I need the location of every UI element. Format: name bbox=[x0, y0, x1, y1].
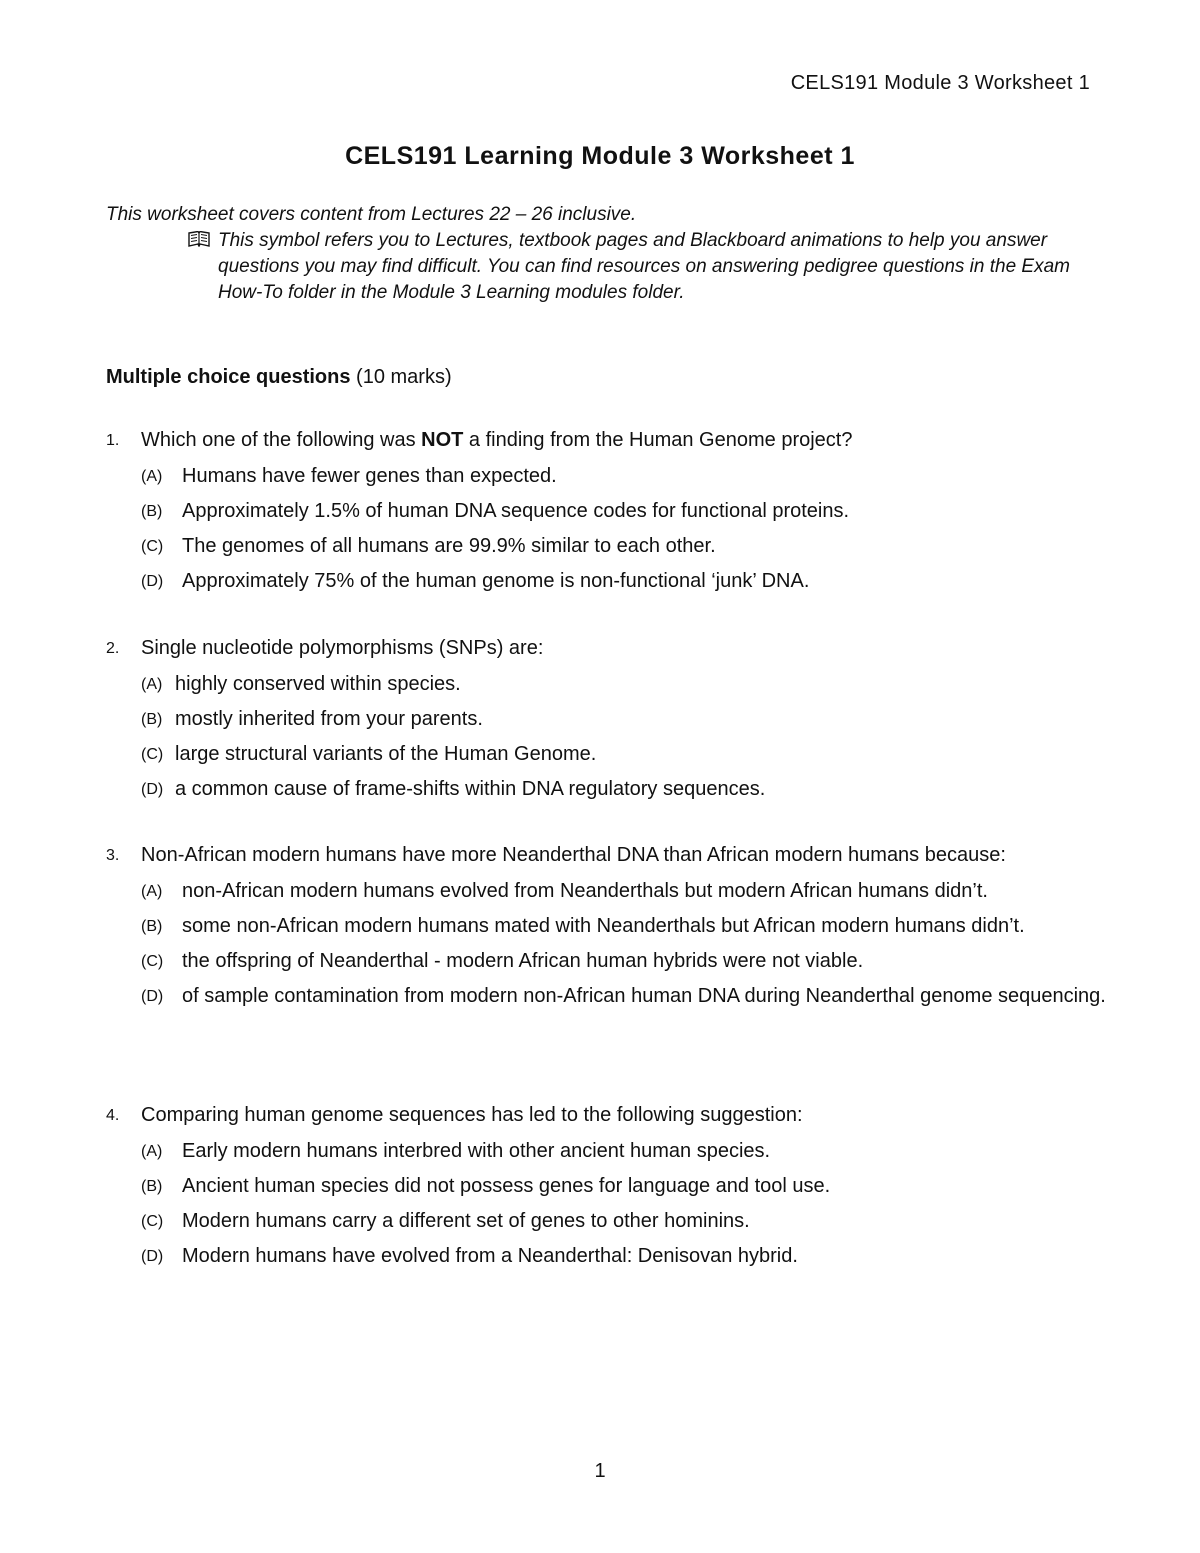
question-stem bbox=[106, 1102, 1106, 1128]
option-letter: (A) bbox=[141, 883, 163, 900]
option-d[interactable] bbox=[106, 1243, 1106, 1269]
option-letter: (D) bbox=[141, 781, 164, 798]
option-text: the offspring of Neanderthal - modern African human hybrids were not viable. bbox=[182, 950, 864, 972]
option-letter: (B) bbox=[141, 711, 163, 728]
question-number: 2. bbox=[106, 640, 120, 657]
option-a[interactable] bbox=[106, 463, 1106, 489]
option-letter: (C) bbox=[141, 538, 164, 555]
option-text: Humans have fewer genes than expected. bbox=[182, 465, 557, 487]
question-3 bbox=[106, 842, 1106, 1018]
question-stem bbox=[106, 842, 1106, 868]
option-text: highly conserved within species. bbox=[175, 673, 461, 695]
section-heading-marks: (10 marks) bbox=[350, 366, 452, 388]
question-stem bbox=[106, 427, 1106, 453]
question-emphasis: NOT bbox=[421, 429, 464, 451]
option-list bbox=[106, 463, 1106, 594]
option-b[interactable] bbox=[106, 706, 1106, 732]
intro-block bbox=[106, 202, 1106, 306]
option-a[interactable] bbox=[106, 671, 1106, 697]
option-c[interactable] bbox=[106, 1208, 1106, 1234]
option-letter: (B) bbox=[141, 1178, 163, 1195]
option-letter: (C) bbox=[141, 746, 164, 763]
intro-coverage-text: This worksheet covers content from Lectures 22 – 26 inclusive. bbox=[106, 204, 637, 225]
option-list bbox=[106, 1138, 1106, 1269]
option-text: Early modern humans interbred with other ancient human species. bbox=[182, 1140, 771, 1162]
option-text: non-African modern humans evolved from Neanderthals but modern African humans didn’t. bbox=[182, 880, 988, 902]
option-text: large structural variants of the Human Genome. bbox=[175, 743, 597, 765]
question-number: 3. bbox=[106, 847, 120, 864]
option-letter: (D) bbox=[141, 573, 164, 590]
option-list bbox=[106, 671, 1106, 802]
section-heading bbox=[106, 366, 452, 389]
option-text: Modern humans have evolved from a Neanderthal: Denisovan hybrid. bbox=[182, 1245, 798, 1267]
option-text: Approximately 75% of the human genome is non-functional ‘junk’ DNA. bbox=[182, 570, 810, 592]
option-text: Ancient human species did not possess genes for language and tool use. bbox=[182, 1175, 831, 1197]
option-letter: (B) bbox=[141, 503, 163, 520]
option-text: Approximately 1.5% of human DNA sequence codes for functional proteins. bbox=[182, 500, 850, 522]
book-icon bbox=[188, 231, 210, 247]
option-c[interactable] bbox=[106, 533, 1106, 559]
option-letter: (A) bbox=[141, 676, 163, 693]
question-text: Which one of the following was bbox=[141, 429, 422, 451]
option-letter: (C) bbox=[141, 953, 164, 970]
option-c[interactable] bbox=[106, 948, 1106, 974]
intro-note bbox=[218, 228, 1106, 306]
question-stem bbox=[106, 635, 1106, 661]
option-d[interactable] bbox=[106, 568, 1106, 594]
section-heading-title: Multiple choice questions bbox=[106, 366, 351, 388]
option-c[interactable] bbox=[106, 741, 1106, 767]
option-text: mostly inherited from your parents. bbox=[175, 708, 483, 730]
option-a[interactable] bbox=[106, 1138, 1106, 1164]
option-list bbox=[106, 878, 1106, 1009]
page-number: 1 bbox=[594, 1460, 606, 1482]
question-number: 4. bbox=[106, 1107, 120, 1124]
question-text: Non-African modern humans have more Neanderthal DNA than African modern humans because: bbox=[141, 844, 1006, 866]
question-number: 1. bbox=[106, 432, 120, 449]
question-2 bbox=[106, 635, 1106, 811]
question-1 bbox=[106, 427, 1106, 603]
option-d[interactable] bbox=[106, 983, 1106, 1009]
question-text-end: a finding from the Human Genome project? bbox=[463, 429, 853, 451]
option-a[interactable] bbox=[106, 878, 1106, 904]
option-text: of sample contamination from modern non-African human DNA during Neanderthal genome sequencing. bbox=[182, 985, 1106, 1007]
option-b[interactable] bbox=[106, 1173, 1106, 1199]
option-letter: (C) bbox=[141, 1213, 164, 1230]
option-b[interactable] bbox=[106, 913, 1106, 939]
option-letter: (D) bbox=[141, 988, 164, 1005]
option-text: some non-African modern humans mated with Neanderthals but African modern humans didn’t. bbox=[182, 915, 1025, 937]
option-text: a common cause of frame-shifts within DNA regulatory sequences. bbox=[175, 778, 766, 800]
option-text: Modern humans carry a different set of genes to other hominins. bbox=[182, 1210, 750, 1232]
page-title: CELS191 Learning Module 3 Worksheet 1 bbox=[345, 142, 855, 170]
intro-note-text: This symbol refers you to Lectures, textbook pages and Blackboard animations to help you answer questions you may find difficult. You can find resources on answering pedigree questions in the Exam How-To folder in the Module 3 Learning modules folder. bbox=[218, 230, 1070, 303]
question-4 bbox=[106, 1102, 1106, 1278]
question-text: Single nucleotide polymorphisms (SNPs) are: bbox=[141, 637, 544, 659]
option-d[interactable] bbox=[106, 776, 1106, 802]
running-header: CELS191 Module 3 Worksheet 1 bbox=[790, 72, 1090, 94]
option-letter: (A) bbox=[141, 468, 163, 485]
option-letter: (A) bbox=[141, 1143, 163, 1160]
option-b[interactable] bbox=[106, 498, 1106, 524]
question-text: Comparing human genome sequences has led to the following suggestion: bbox=[141, 1104, 803, 1126]
option-text: The genomes of all humans are 99.9% similar to each other. bbox=[182, 535, 716, 557]
option-letter: (D) bbox=[141, 1248, 164, 1265]
option-letter: (B) bbox=[141, 918, 163, 935]
